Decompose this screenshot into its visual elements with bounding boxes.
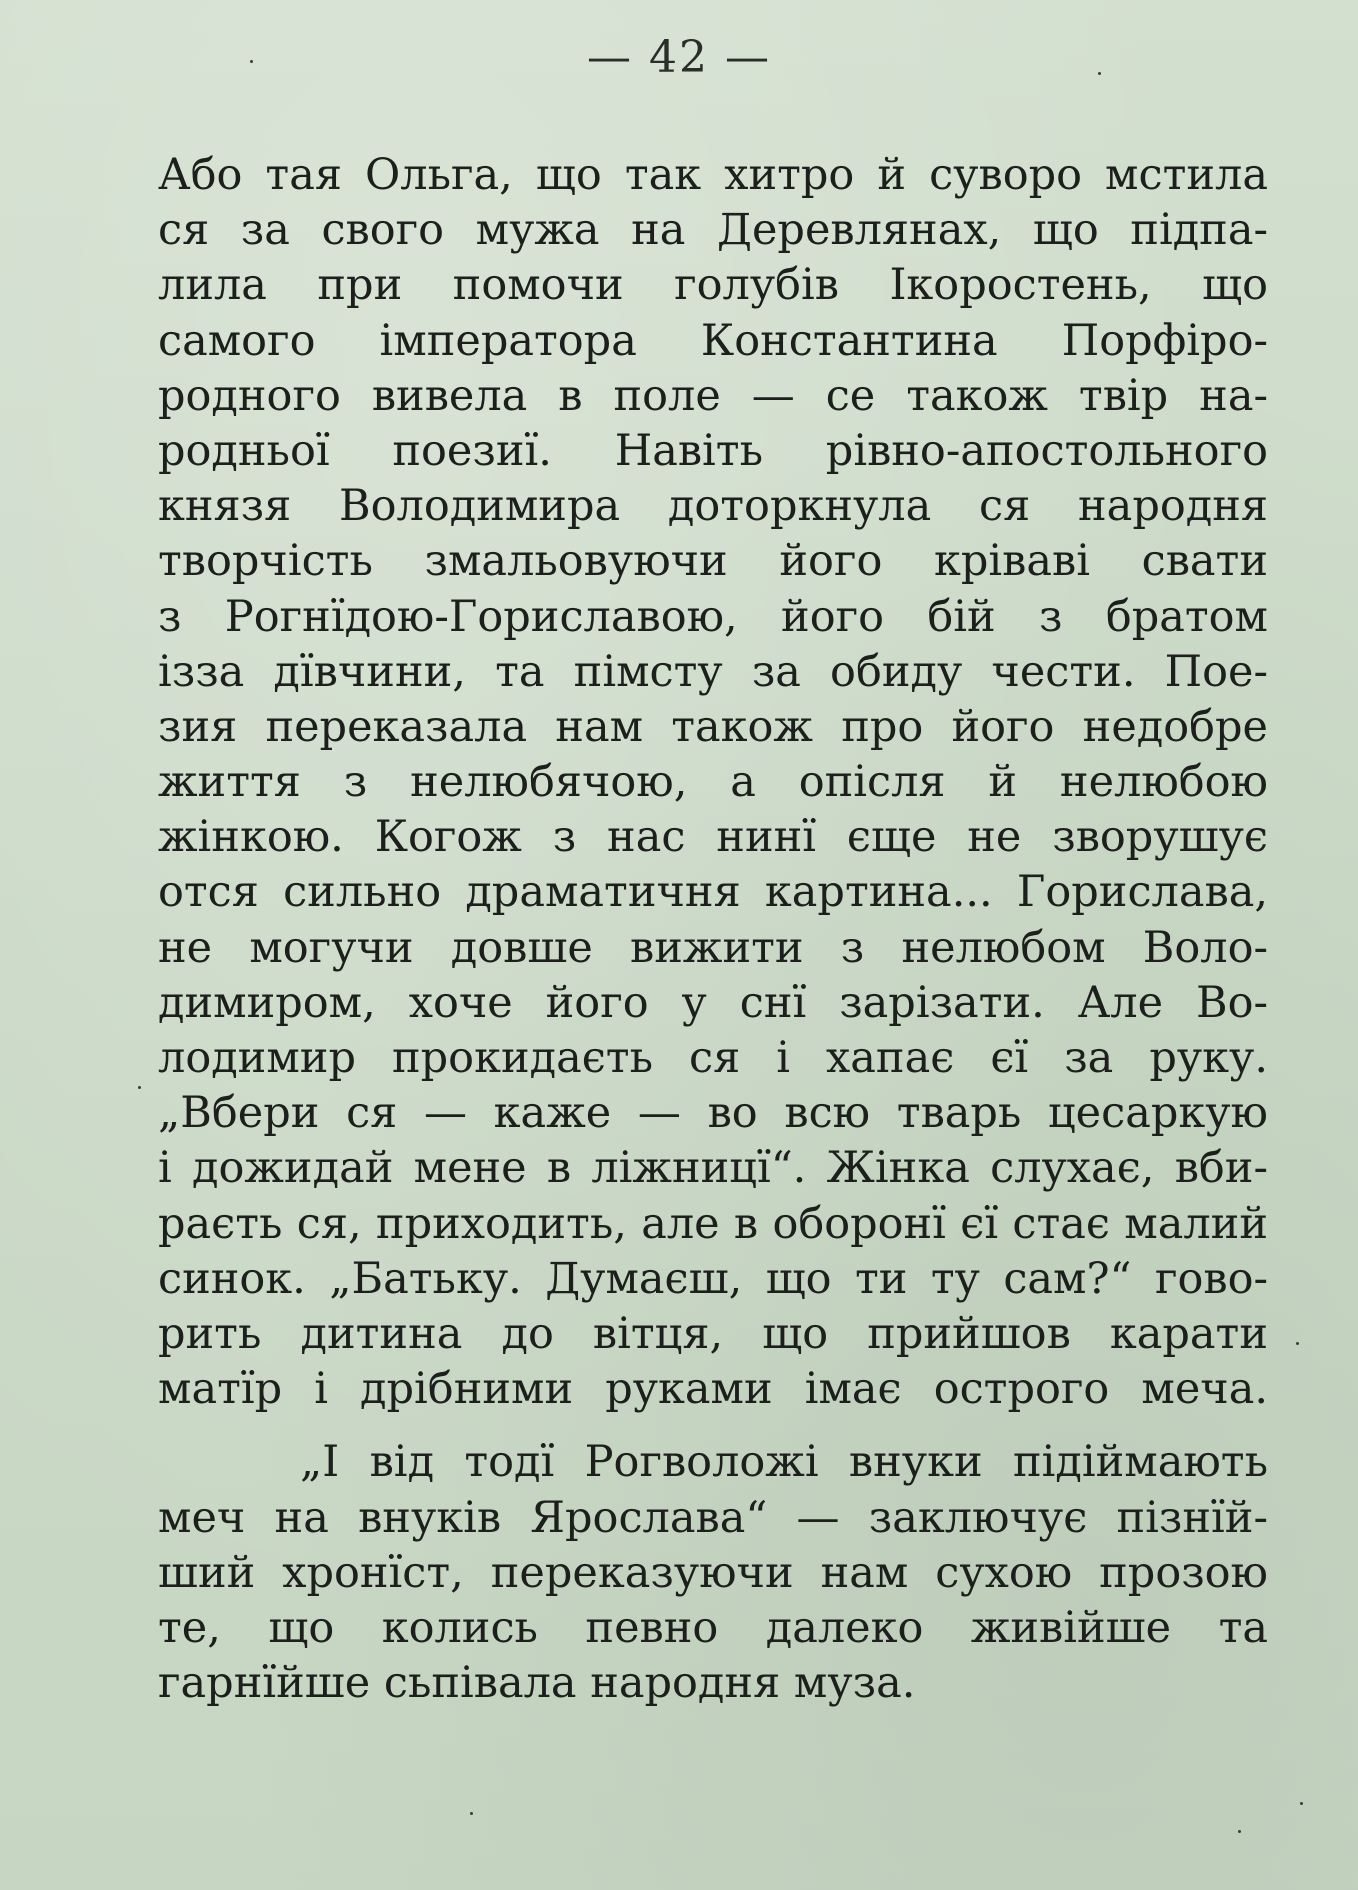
paragraph-gap	[158, 1417, 1268, 1435]
paper-speck	[1098, 72, 1101, 75]
text-line: рить дитина до вітця, що прийшов карати	[158, 1308, 1268, 1359]
text-line: отся сильно драматичня картина... Горислава,	[158, 867, 1268, 918]
text-line: ізза дївчини, та пімсту за обиду чести. Пое-	[158, 646, 1268, 697]
text-line: ся за свого мужа на Деревлянах, що підпа-	[158, 205, 1268, 256]
paper-speck	[250, 60, 253, 63]
text-line: меч на внуків Ярослава“ — заключує пізнїй-	[158, 1492, 1268, 1543]
text-line: димиром, хоче його у снї зарізати. Але Во-	[158, 977, 1268, 1028]
text-line: гарнїйше сьпівала народня муза.	[158, 1658, 916, 1709]
text-line: творчість змальовуючи його кріваві свати	[158, 536, 1268, 587]
paragraph-1	[158, 148, 1268, 1417]
text-line: і дожидай мене в ліжницї“. Жінка слухає, вби-	[158, 1143, 1268, 1194]
paper-speck	[1238, 1830, 1241, 1833]
paper-speck	[138, 1086, 141, 1089]
body-text	[158, 148, 1268, 1711]
text-line: князя Володимира доторкнула ся народня	[158, 481, 1268, 532]
text-line: лила при помочи голубів Ікоростень, що	[158, 260, 1268, 311]
text-line: „Вбери ся — каже — во всю тварь цесаркую	[158, 1088, 1268, 1139]
text-line: раєть ся, приходить, але в оборонї єї стає малий	[158, 1198, 1268, 1249]
paper-speck	[1296, 1342, 1299, 1345]
text-line: родньої поезиї. Навіть рівно-апостольного	[158, 425, 1268, 476]
text-line: лодимир прокидаєть ся і хапає єї за руку.	[158, 1033, 1268, 1083]
paragraph-2	[158, 1435, 1268, 1711]
text-line: не могучи довше вижити з нелюбом Воло-	[158, 922, 1268, 973]
text-line: самого імператора Константина Порфіро-	[158, 315, 1268, 366]
text-line: жінкою. Когож з нас нинї єще не зворушує	[158, 812, 1268, 863]
paper-speck	[1300, 1802, 1303, 1805]
text-line: життя з нелюбячою, а опісля й нелюбою	[158, 757, 1268, 808]
text-line: синок. „Батьку. Думаєш, що ти ту сам?“ гово-	[158, 1253, 1268, 1304]
text-line: те, що колись певно далеко живійше та	[158, 1602, 1268, 1653]
page-number: — 42 —	[587, 32, 771, 83]
paper-speck	[470, 1812, 473, 1815]
text-line: Або тая Ольга, що так хитро й суворо мстила	[158, 150, 1268, 200]
text-line: з Рогнїдою-Гориславою, його бій з братом	[158, 591, 1268, 642]
text-line: матїр і дрібними руками імає острого меча.	[158, 1364, 1268, 1415]
text-line: родного вивела в поле — се також твір на-	[158, 370, 1268, 421]
text-line: зия переказала нам також про його недобре	[158, 701, 1268, 752]
text-line: „І від тодї Рогволожі внуки підіймають	[300, 1437, 1268, 1488]
text-line: ший хронїст, переказуючи нам сухою прозою	[158, 1547, 1268, 1598]
